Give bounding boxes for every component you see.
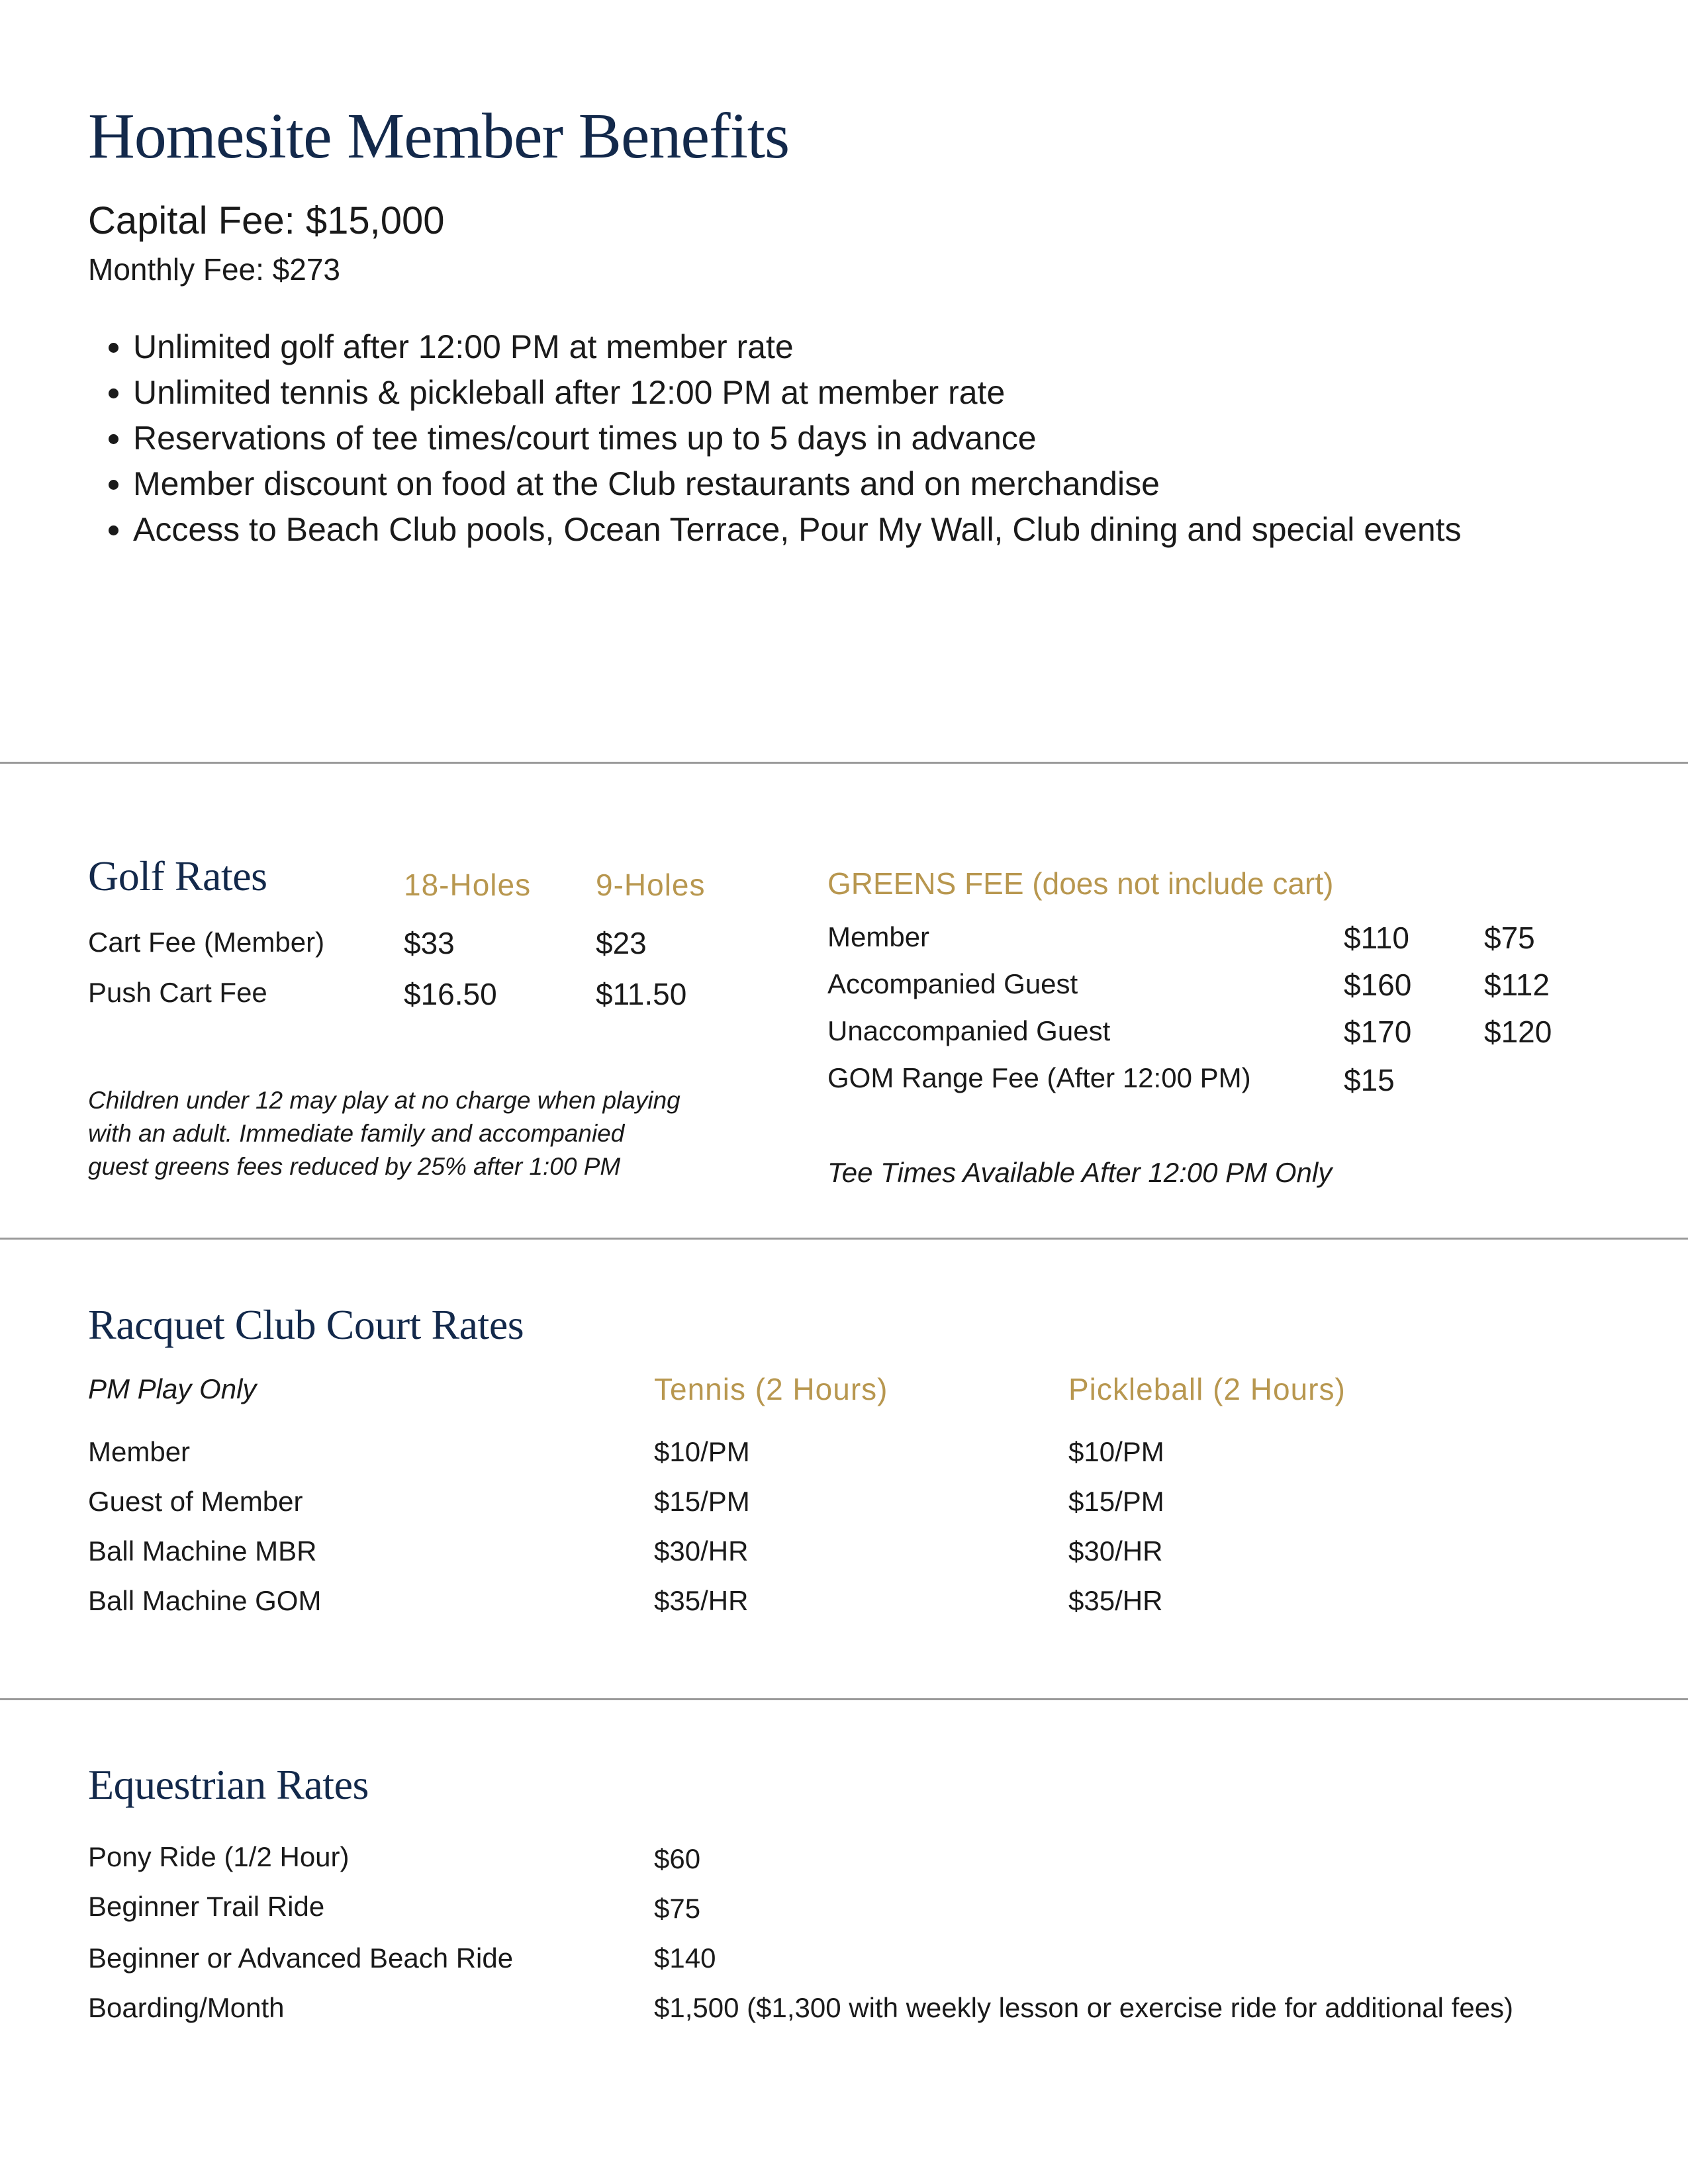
equestrian-rates-title: Equestrian Rates [88, 1761, 369, 1808]
greens-unaccompanied-9: $120 [1484, 1015, 1552, 1049]
push-cart-fee-label: Push Cart Fee [88, 977, 267, 1008]
range-fee-value: $15 [1344, 1063, 1395, 1097]
section-divider [0, 762, 1688, 764]
tee-times-note: Tee Times Available After 12:00 PM Only [827, 1157, 1333, 1188]
section-divider [0, 1698, 1688, 1700]
ball-machine-mbr-pickleball: $30/HR [1068, 1535, 1163, 1567]
cart-fee-member-label: Cart Fee (Member) [88, 927, 325, 958]
racquet-member-tennis: $10/PM [654, 1436, 750, 1467]
golf-children-note: Children under 12 may play at no charge when playing with an adult. Immediate family and accompanied guest greens fees reduced by 25% after 1:00 PM [88, 1087, 680, 1180]
cart-fee-member-18: $33 [404, 926, 455, 960]
col-18-holes: 18-Holes [404, 868, 532, 902]
greens-member-18: $110 [1344, 921, 1409, 955]
col-9-holes: 9-Holes [596, 868, 706, 902]
monthly-fee: Monthly Fee: $273 [88, 252, 341, 287]
boarding-price: $1,500 ($1,300 with weekly lesson or exercise ride for additional fees) [654, 1992, 1514, 2023]
greens-member-9: $75 [1484, 921, 1535, 955]
ball-machine-gom-label: Ball Machine GOM [88, 1585, 322, 1616]
section-divider [0, 1238, 1688, 1240]
trail-ride-price: $75 [654, 1893, 701, 1924]
ball-machine-mbr-tennis: $30/HR [654, 1535, 749, 1567]
racquet-member-label: Member [88, 1436, 191, 1467]
boarding-label: Boarding/Month [88, 1992, 285, 2023]
golf-rates-title: Golf Rates [88, 852, 267, 899]
greens-accompanied-18: $160 [1344, 968, 1412, 1002]
ball-machine-mbr-label: Ball Machine MBR [88, 1535, 317, 1567]
greens-unaccompanied-label: Unaccompanied Guest [827, 1015, 1111, 1046]
push-cart-fee-9: $11.50 [596, 977, 687, 1011]
racquet-member-pickleball: $10/PM [1068, 1436, 1164, 1467]
racquet-guest-label: Guest of Member [88, 1486, 303, 1517]
col-tennis: Tennis (2 Hours) [654, 1372, 888, 1406]
cart-fee-member-9: $23 [596, 926, 647, 960]
greens-accompanied-label: Accompanied Guest [827, 968, 1078, 999]
range-fee-label: GOM Range Fee (After 12:00 PM) [827, 1062, 1251, 1093]
greens-unaccompanied-18: $170 [1344, 1015, 1412, 1049]
ball-machine-gom-pickleball: $35/HR [1068, 1585, 1163, 1616]
greens-accompanied-9: $112 [1484, 968, 1550, 1002]
benefit-item: • Unlimited golf after 12:00 PM at member rate [133, 324, 1462, 370]
racquet-rates-title: Racquet Club Court Rates [88, 1301, 524, 1348]
beach-ride-price: $140 [654, 1942, 716, 1974]
page-title: Homesite Member Benefits [88, 101, 790, 172]
racquet-guest-tennis: $15/PM [654, 1486, 750, 1517]
benefit-item: • Member discount on food at the Club restaurants and on merchandise [133, 461, 1462, 507]
greens-fee-header: GREENS FEE (does not include cart) [827, 866, 1334, 901]
greens-member-label: Member [827, 921, 930, 952]
benefit-item: • Access to Beach Club pools, Ocean Terrace, Pour My Wall, Club dining and special events [133, 507, 1462, 553]
trail-ride-label: Beginner Trail Ride [88, 1891, 325, 1922]
ball-machine-gom-tennis: $35/HR [654, 1585, 749, 1616]
push-cart-fee-18: $16.50 [404, 977, 497, 1011]
pony-ride-price: $60 [654, 1843, 701, 1874]
benefit-item: • Reservations of tee times/court times up to 5 days in advance [133, 416, 1462, 461]
benefits-list [88, 324, 1462, 553]
racquet-guest-pickleball: $15/PM [1068, 1486, 1164, 1517]
pm-play-only-note: PM Play Only [88, 1373, 257, 1404]
beach-ride-label: Beginner or Advanced Beach Ride [88, 1942, 514, 1974]
col-pickleball: Pickleball (2 Hours) [1068, 1372, 1346, 1406]
capital-fee: Capital Fee: $15,000 [88, 199, 445, 242]
pony-ride-label: Pony Ride (1/2 Hour) [88, 1841, 350, 1872]
benefit-item: • Unlimited tennis & pickleball after 12:00 PM at member rate [133, 370, 1462, 416]
